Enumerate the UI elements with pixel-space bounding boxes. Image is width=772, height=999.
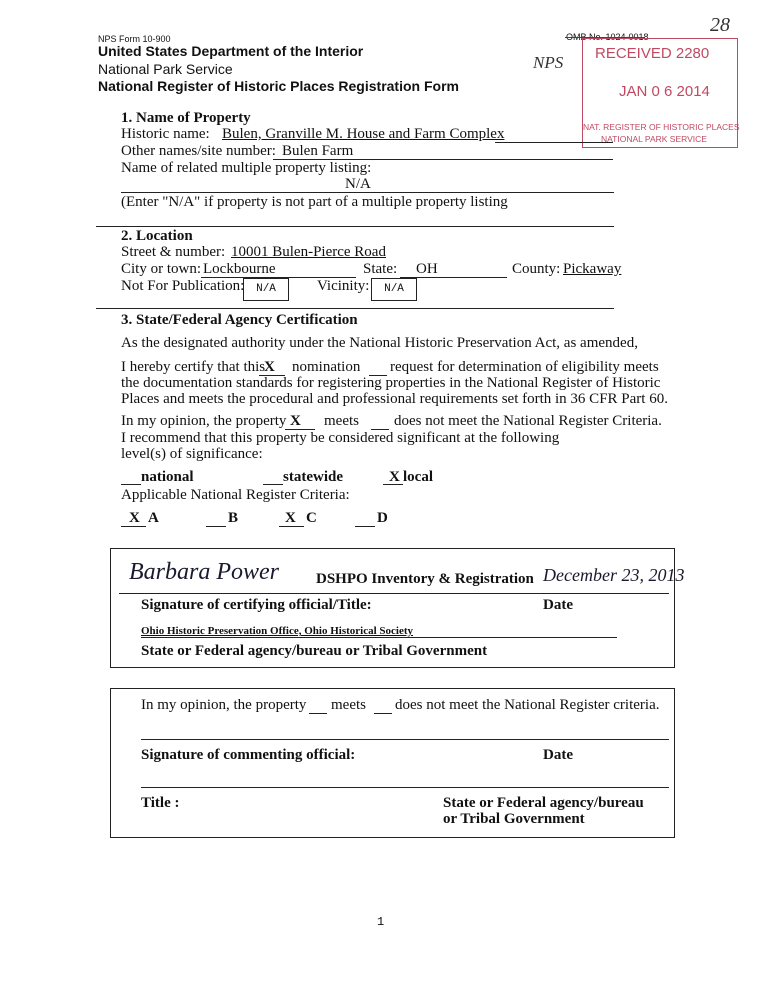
criterion-c-mark: X: [285, 510, 296, 526]
criterion-c-label: C: [306, 510, 317, 526]
criterion-d-label: D: [377, 510, 388, 526]
authority-text: As the designated authority under the National Historic Preservation Act, as amended,: [121, 335, 638, 351]
criterion-b-line: [206, 526, 226, 527]
certifying-title: DSHPO Inventory & Registration: [316, 571, 534, 587]
opinion-text-a: In my opinion, the property: [121, 413, 287, 429]
city-value: Lockbourne: [203, 261, 276, 277]
section1-divider: [96, 226, 614, 227]
comment-title-line: [141, 787, 669, 788]
criterion-a-mark: X: [129, 510, 140, 526]
stamp-date: JAN 0 6 2014: [619, 83, 710, 100]
comment-date-label: Date: [543, 747, 573, 763]
levels-text: level(s) of significance:: [121, 446, 263, 462]
omb-number: OMB No. 1024-0018: [566, 32, 649, 42]
commenting-official-block: [110, 688, 675, 838]
comment-title-label: Title :: [141, 795, 180, 811]
historic-name-value: Bulen, Granville M. House and Farm Complex: [222, 126, 505, 142]
agency-title: National Park Service: [98, 61, 233, 77]
comment-not-meets-line: [374, 713, 392, 714]
city-label: City or town:: [121, 261, 202, 277]
related-listing-label: Name of related multiple property listing:: [121, 160, 372, 176]
stamp-received: RECEIVED 2280: [595, 45, 710, 62]
other-names-value: Bulen Farm: [282, 143, 354, 159]
certifying-agency-label: State or Federal agency/bureau or Tribal Government: [141, 643, 488, 659]
other-names-label: Other names/site number:: [121, 143, 276, 159]
stamp-line2: NATIONAL PARK SERVICE: [601, 134, 707, 144]
street-value: 10001 Bulen-Pierce Road: [231, 244, 386, 260]
criterion-c-line: [279, 526, 304, 527]
recommend-text: I recommend that this property be considered significant at the following: [121, 430, 560, 446]
section1-note: (Enter "N/A" if property is not part of a multiple property listing: [121, 194, 508, 210]
not-for-publication-field[interactable]: N/A: [243, 278, 289, 301]
comment-meets-line: [309, 713, 327, 714]
certifying-signature-line: [119, 593, 669, 594]
level-national-line: [121, 484, 141, 485]
criterion-b-label: B: [228, 510, 239, 526]
county-label: County:: [512, 261, 561, 277]
opinion-text-c: does not meet the National Register Criteria.: [394, 413, 662, 429]
page-number: 1: [377, 915, 385, 929]
related-listing-line: [121, 192, 614, 193]
level-national-label: national: [141, 469, 194, 485]
comment-opinion-a: In my opinion, the property: [141, 697, 307, 713]
form-number: NPS Form 10-900: [98, 34, 171, 44]
level-local-mark: X: [389, 469, 400, 485]
stamp-line1: NAT. REGISTER OF HISTORIC PLACES: [583, 122, 740, 132]
related-listing-value: N/A: [345, 176, 371, 192]
not-for-publication-label: Not For Publication:: [121, 278, 245, 294]
criterion-a-label: A: [148, 510, 159, 526]
certifying-signature-label: Signature of certifying official/Title:: [141, 597, 372, 613]
historic-name-line: [495, 142, 613, 143]
comment-agency-line1: State or Federal agency/bureau: [443, 795, 644, 811]
comment-opinion-b: meets: [331, 697, 366, 713]
vicinity-label: Vicinity:: [317, 278, 370, 294]
vicinity-field[interactable]: N/A: [371, 278, 417, 301]
comment-opinion-c: does not meet the National Register criteria.: [395, 697, 660, 713]
opinion-meets-mark: X: [290, 413, 301, 429]
certify-text-line3: Places and meets the procedural and professional requirements set forth in 36 CFR Part 60.: [121, 391, 668, 407]
certify-text-a: I hereby certify that this: [121, 359, 266, 375]
state-label: State:: [363, 261, 398, 277]
comment-agency-line2: or Tribal Government: [443, 811, 585, 827]
section2-divider: [96, 308, 614, 309]
certify-text-b: nomination: [292, 359, 361, 375]
historic-name-label: Historic name:: [121, 126, 210, 142]
comment-signature-label: Signature of commenting official:: [141, 747, 356, 763]
criterion-a-line: [121, 526, 146, 527]
state-value: OH: [416, 261, 438, 277]
level-local-label: local: [403, 469, 433, 485]
certifying-signature[interactable]: Barbara Power: [129, 559, 279, 585]
certifying-office-line: [141, 637, 617, 638]
county-value: Pickaway: [563, 261, 622, 277]
opinion-text-b: meets: [324, 413, 359, 429]
street-label: Street & number:: [121, 244, 226, 260]
certifying-office: Ohio Historic Preservation Office, Ohio Historical Society: [141, 625, 413, 637]
certifying-date-label: Date: [543, 597, 573, 613]
criteria-label: Applicable National Register Criteria:: [121, 487, 350, 503]
certify-text-c: request for determination of eligibility meets: [390, 359, 659, 375]
comment-signature-line: [141, 739, 669, 740]
section1-heading: 1. Name of Property: [121, 110, 251, 126]
level-statewide-label: statewide: [283, 469, 343, 485]
handwritten-page-number: 28: [710, 14, 730, 36]
certify-text-line2: the documentation standards for registering properties in the National Register of Historic: [121, 375, 661, 391]
certifying-official-block: [110, 548, 685, 668]
handwritten-nps: NPS: [533, 53, 564, 72]
certifying-date-value[interactable]: December 23, 2013: [543, 565, 685, 585]
form-title: National Register of Historic Places Registration Form: [98, 78, 459, 94]
criterion-d-line: [355, 526, 375, 527]
level-statewide-line: [263, 484, 283, 485]
received-stamp: [582, 38, 738, 148]
section3-heading: 3. State/Federal Agency Certification: [121, 312, 358, 328]
department-title: United States Department of the Interior: [98, 43, 364, 59]
level-local-line: [383, 484, 403, 485]
section2-heading: 2. Location: [121, 228, 193, 244]
certify-nomination-mark: X: [264, 359, 275, 375]
